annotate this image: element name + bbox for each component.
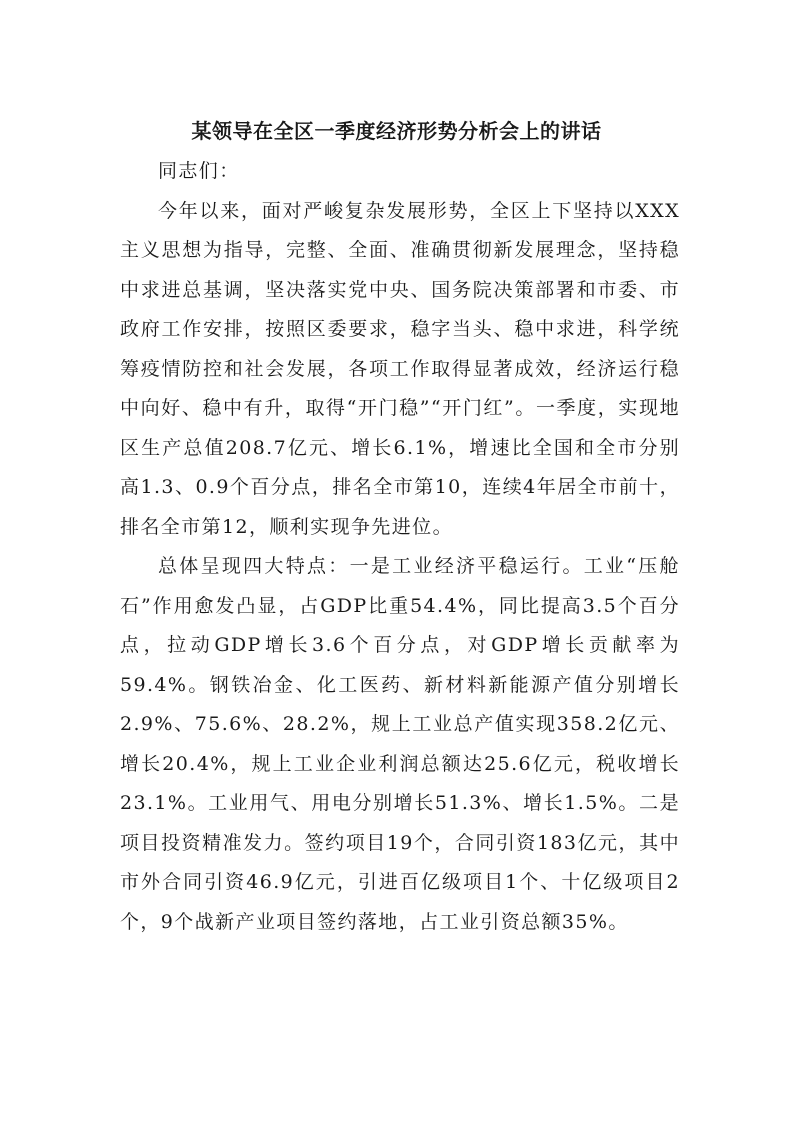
paragraph-intro: 今年以来，面对严峻复杂发展形势，全区上下坚持以XXX主义思想为指导，完整、全面、准确贯彻新发展理念，坚持稳中求进总基调，坚决落实党中央、国务院决策部署和市委、市政府工作安排，按照区委要求，稳字当头、稳中求进，科学统筹疫情防控和社会发展，各项工作取得显著成效，经济运行稳中向好、稳中有升，取得“开门稳”“开门红”。一季度，实现地区生产总值208.7亿元、增长6.1%，增速比全国和全市分别高1.3、0.9个百分点，排名全市第10，连续4年居全市前十，排名全市第12，顺利实现争先进位。 bbox=[120, 199, 680, 538]
salutation: 同志们： bbox=[158, 160, 240, 182]
document-title: 某领导在全区一季度经济形势分析会上的讲话 bbox=[191, 119, 602, 143]
paragraph-features: 总体呈现四大特点：一是工业经济平稳运行。工业“压舱石”作用愈发凸显，占GDP比重54.4%，同比提高3.5个百分点，拉动GDP增长3.6个百分点，对GDP增长贡献率为59.4%。钢铁冶金、化工医药、新材料新能源产值分别增长2.9%、75.6%、28.2%，规上工业总产值实现358.2亿元、增长20.4%，规上工业企业利润总额达25.6亿元，税收增长23.1%。工业用气、用电分别增长51.3%、增长1.5%。二是项目投资精准发力。签约项目19个，合同引资183亿元，其中市外合同引资46.9亿元，引进百亿级项目1个、十亿级项目2个，9个战新产业项目签约落地，占工业引资总额35%。 bbox=[120, 555, 680, 933]
document-body bbox=[120, 148, 680, 942]
